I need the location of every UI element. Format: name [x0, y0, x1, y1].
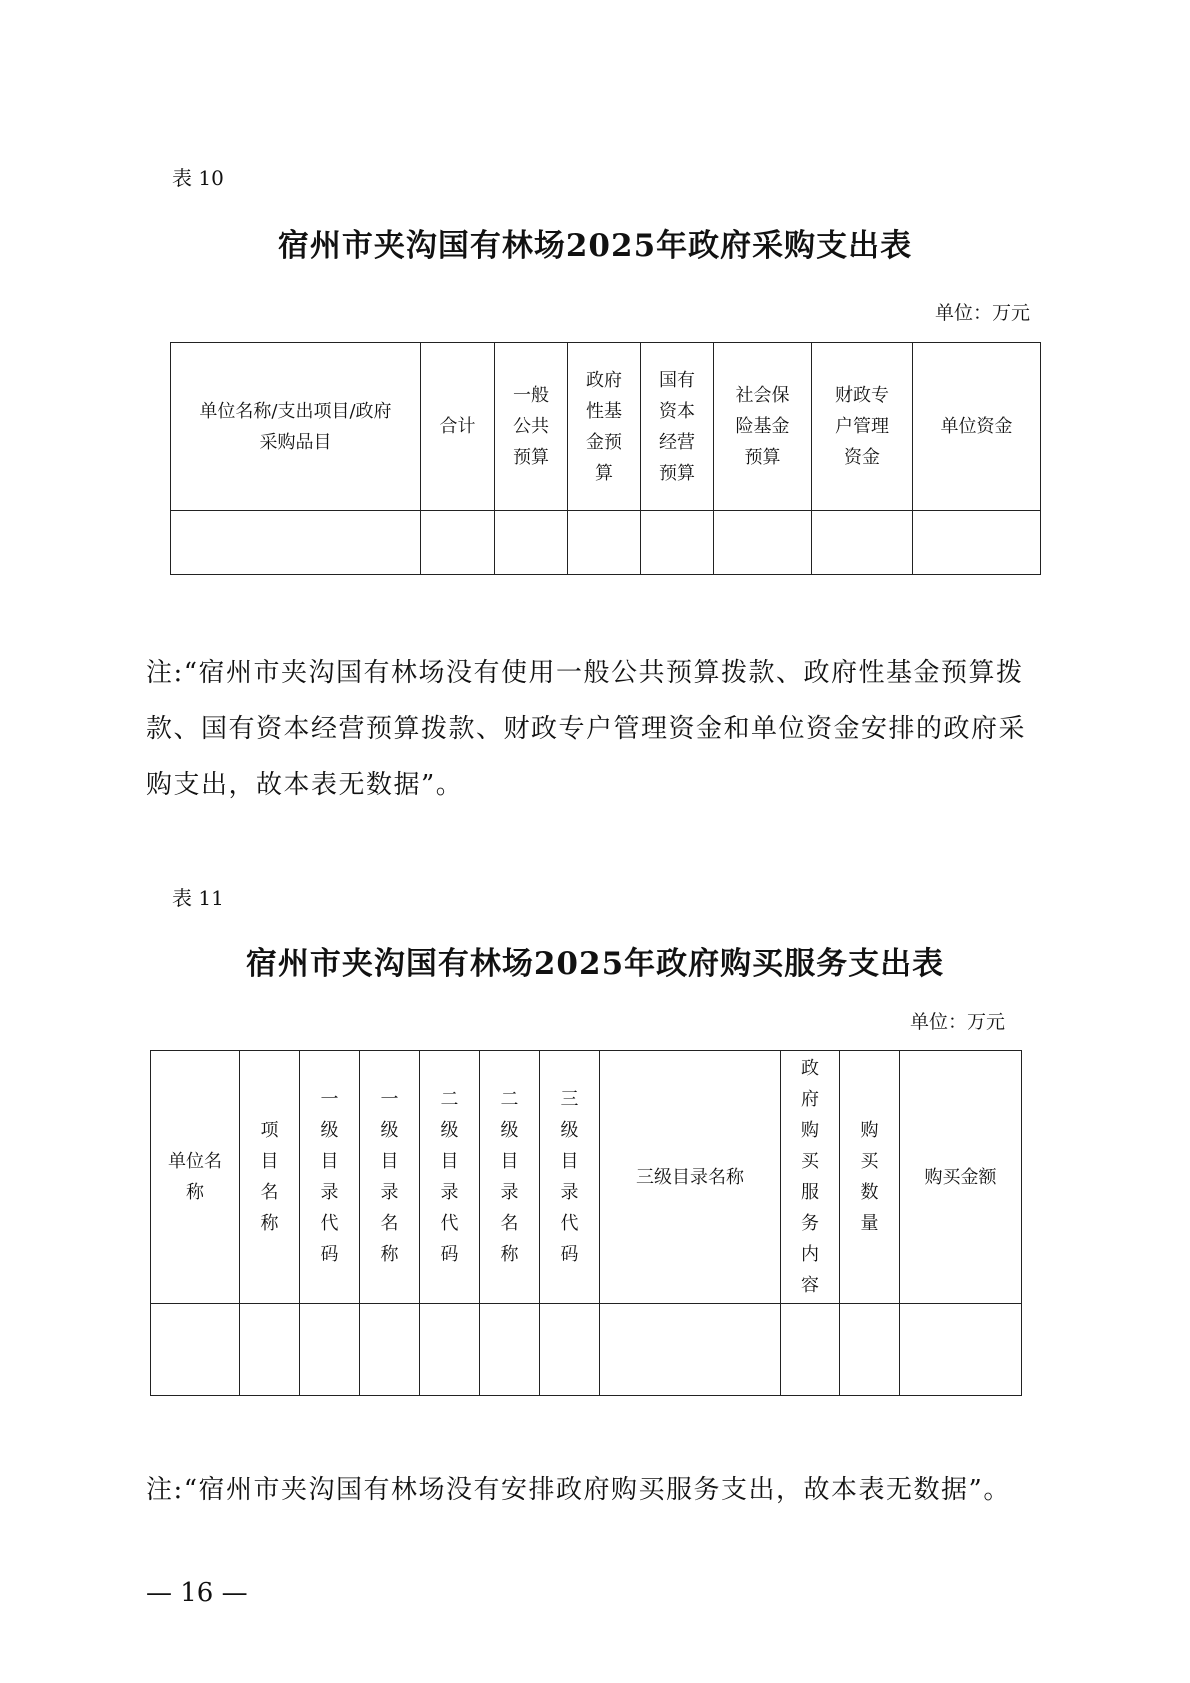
table11-header-level1-name: 一级目录名称 [360, 1051, 420, 1304]
page-number: — 16 — [146, 1578, 248, 1608]
table10-unit: 单位：万元 [935, 302, 1031, 324]
table11-header-level3-name: 三级目录名称 [600, 1051, 781, 1304]
table10-note: 注:“宿州市夹沟国有林场没有使用一般公共预算拨款、政府性基金预算拨款、国有资本经营预算拨款、财政专户管理资金和单位资金安排的政府采购支出，故本表无数据”。 [146, 658, 1027, 800]
table11-grid [150, 1050, 1022, 1396]
table10-empty-row [171, 511, 1041, 575]
table10-label: 表 10 [172, 166, 224, 190]
table10-header-special-account-funds: 财政专户管理资金 [812, 343, 913, 511]
table10-header-fund-budget: 政府性基金预算 [568, 343, 641, 511]
table11-header-level2-name: 二级目录名称 [480, 1051, 540, 1304]
table10-header-general-budget: 一般公共预算 [495, 343, 568, 511]
table11-header-level2-code: 二级目录代码 [420, 1051, 480, 1304]
table10-header-state-capital-budget: 国有资本经营预算 [641, 343, 714, 511]
table11-header-unit-name: 单位名称 [151, 1051, 240, 1304]
table10-header-social-insurance-budget: 社会保险基金预算 [714, 343, 812, 511]
table11-empty-row [151, 1304, 1022, 1396]
table11-note: 注:“宿州市夹沟国有林场没有安排政府购买服务支出，故本表无数据”。 [146, 1475, 1011, 1505]
table10-grid [170, 342, 1041, 575]
table11-header-level1-code: 一级目录代码 [300, 1051, 360, 1304]
table11-header-service-content: 政府购买服务内容 [781, 1051, 840, 1304]
table10-header-unit-funds: 单位资金 [913, 343, 1041, 511]
table11-header-level3-code: 三级目录代码 [540, 1051, 600, 1304]
table11-header-amount: 购买金额 [900, 1051, 1022, 1304]
table11-header-project-name: 项目名称 [240, 1051, 300, 1304]
table10-header-total: 合计 [421, 343, 495, 511]
table10-header-unit-name: 单位名称/支出项目/政府采购品目 [171, 343, 421, 511]
table11-unit: 单位：万元 [910, 1011, 1006, 1033]
table11-title: 宿州市夹沟国有林场2025年政府购买服务支出表 [245, 946, 945, 982]
table11-label: 表 11 [172, 886, 224, 910]
table11-header-quantity: 购买数量 [840, 1051, 900, 1304]
table10-title: 宿州市夹沟国有林场2025年政府采购支出表 [277, 228, 913, 264]
